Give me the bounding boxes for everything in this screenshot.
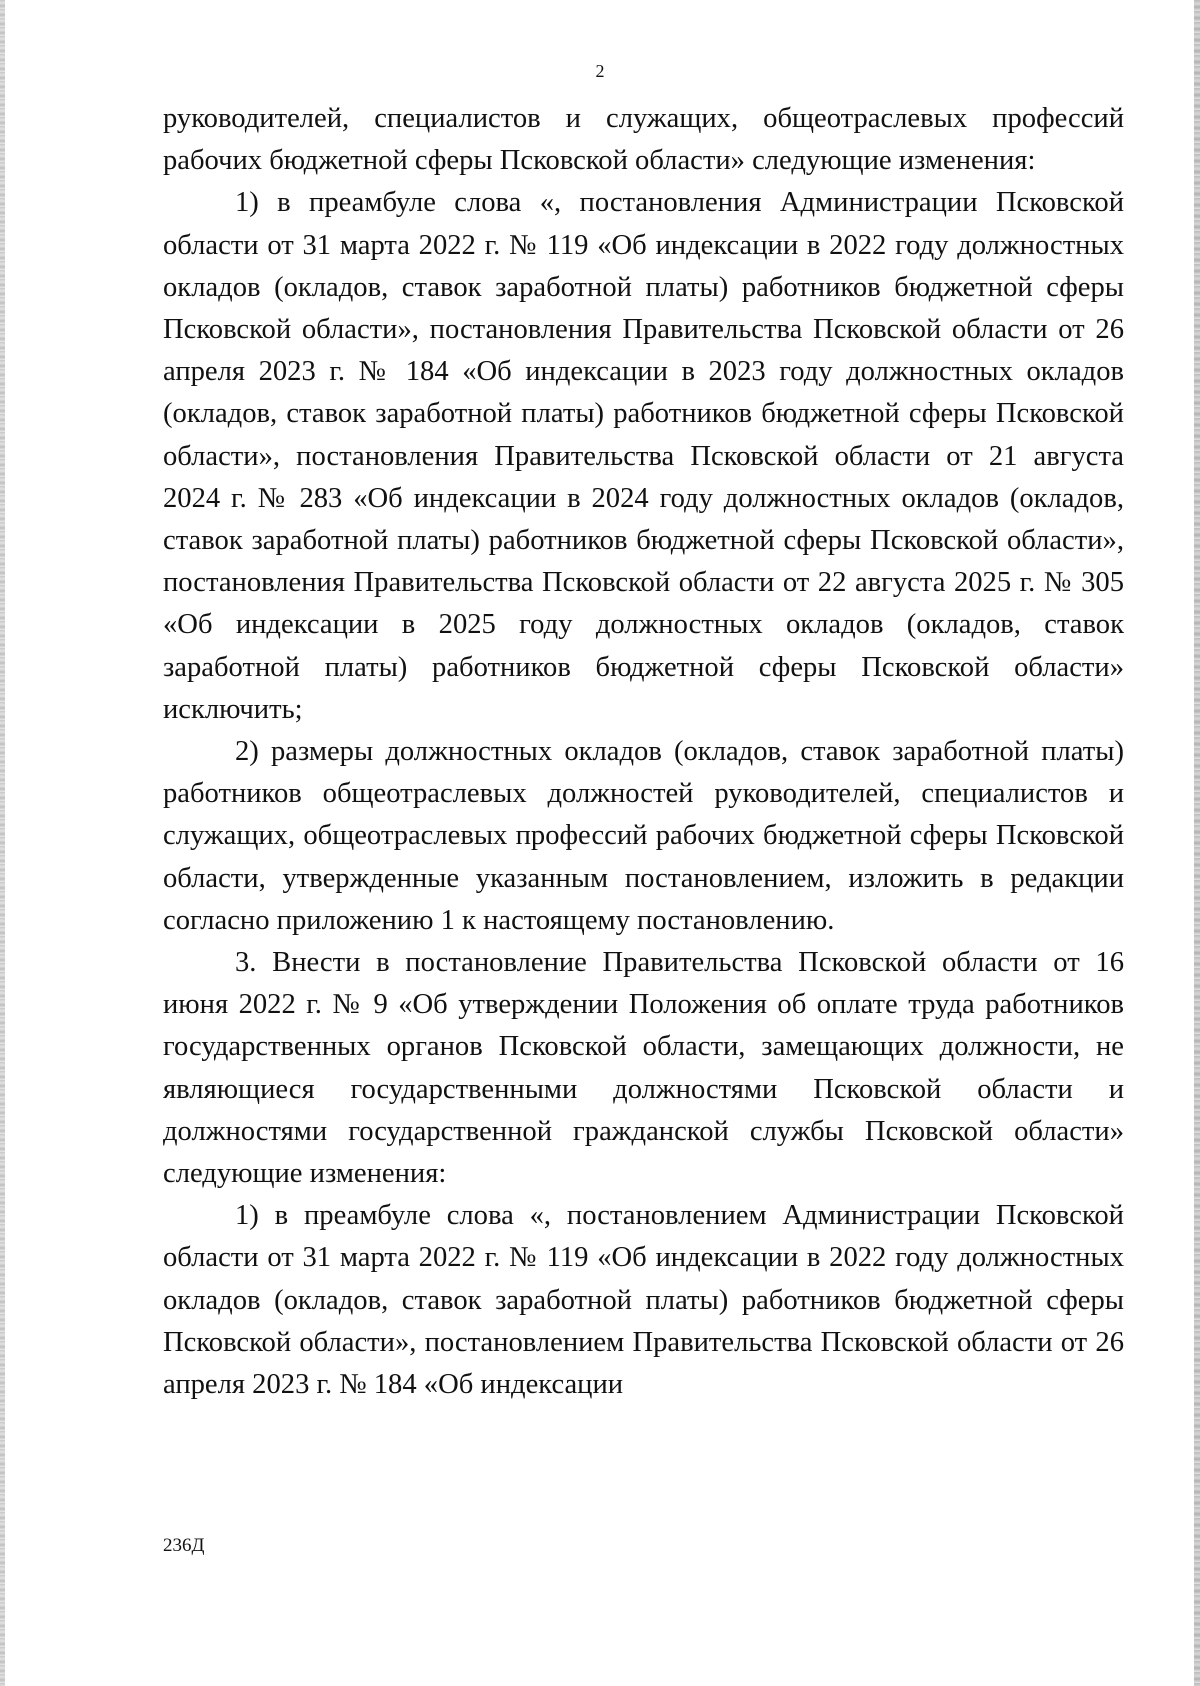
scan-edge-left (0, 0, 5, 1686)
page-number: 2 (595, 61, 605, 81)
paragraph-item-2-salaries: 2) размеры должностных окладов (окладов, ставок заработной платы) работников общеотраслевых должностей руководителей, специалистов и служащих, общеотраслевых профессий рабочих бюджетной сферы Псковской области, утвержденные указанным постановлением, изложить в редакции согласно приложению 1 к настоящему постановлению. (163, 736, 1124, 936)
footer-document-code: 236Д (163, 1535, 205, 1556)
paragraph-item-1-preamble: 1) в преамбуле слова «, постановления Администрации Псковской области от 31 марта 2022 г. № 119 «Об индексации в 2022 году должностных окладов (окладов, ставок заработной платы) работников бюджетной сферы Псковской области», постановления Правительства Псковской области от 26 апреля 2023 г. № 184 «Об индексации в 2023 году должностных окладов (окладов, ставок заработной платы) работников бюджетной сферы Псковской области», постановления Правительства Псковской области от 21 августа 2024 г. № 283 «Об индексации в 2024 году должностных окладов (окладов, ставок заработной платы) работников бюджетной сферы Псковской области», постановления Правительства Псковской области от 22 августа 2025 г. № 305 «Об индексации в 2025 году должностных окладов (окладов, ставок заработной платы) работников бюджетной сферы Псковской области» исключить; (163, 187, 1124, 725)
paragraph-continuation: руководителей, специалистов и служащих, общеотраслевых профессий рабочих бюджетной сферы Псковской области» следующие изменения: (163, 103, 1124, 177)
scan-edge-right (1194, 0, 1200, 1686)
document-body (163, 98, 1124, 1406)
paragraph-section-3: 3. Внести в постановление Правительства Псковской области от 16 июня 2022 г. № 9 «Об утверждении Положения об оплате труда работников государственных органов Псковской области, замещающих должности, не являющиеся государственными должностями Псковской области и должностями государственной гражданской службы Псковской области» следующие изменения: (163, 947, 1124, 1190)
paragraph-section-3-item-1: 1) в преамбуле слова «, постановлением Администрации Псковской области от 31 марта 2022 г. № 119 «Об индексации в 2022 году должностных окладов (окладов, ставок заработной платы) работников бюджетной сферы Псковской области», постановлением Правительства Псковской области от 26 апреля 2023 г. № 184 «Об индексации (163, 1200, 1124, 1401)
